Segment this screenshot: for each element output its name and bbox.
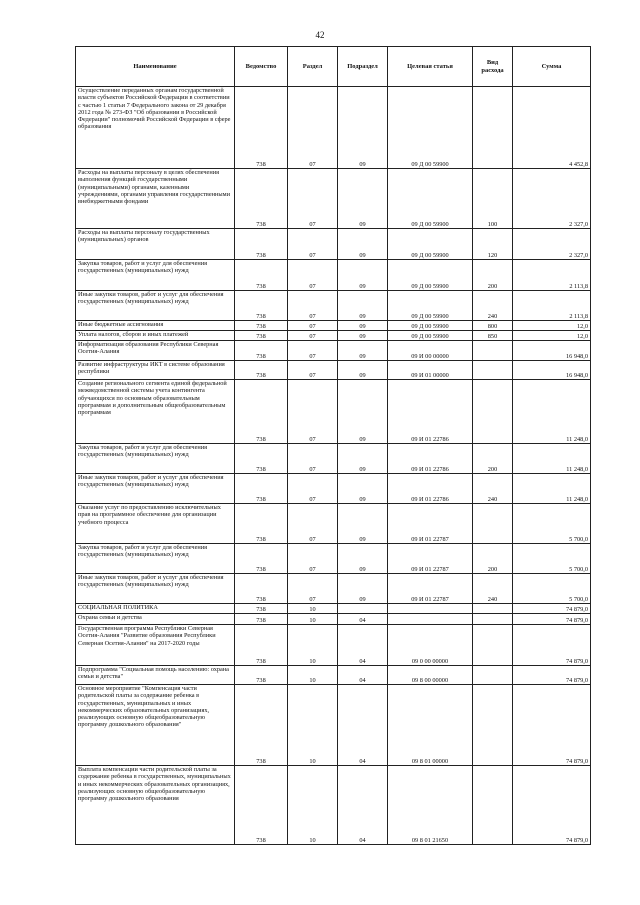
cell-sum: 74 879,0 [513,766,591,845]
table-header-row [76,47,591,87]
cell-cel: 09 И 01 22787 [388,544,473,574]
table-row [76,685,591,766]
cell-name: Иные бюджетные ассигнования [76,321,235,331]
cell-cel: 09 И 01 22786 [388,380,473,444]
cell-vid [473,341,513,361]
cell-name: Иные закупки товаров, работ и услуг для обеспечения государственных (муниципальных) нужд [76,291,235,321]
page-number: 42 [315,30,325,40]
cell-vid: 240 [473,574,513,604]
cell-ved: 738 [235,766,288,845]
cell-sum: 74 879,0 [513,685,591,766]
cell-razdel: 07 [288,260,338,291]
table-row [76,444,591,474]
cell-razdel: 07 [288,229,338,260]
cell-pod: 09 [338,574,388,604]
cell-vid: 200 [473,260,513,291]
table-row [76,766,591,845]
cell-sum: 5 700,0 [513,544,591,574]
cell-name: Расходы на выплаты персоналу в целях обеспечения выполнения функций государственными (муниципальными) органами, казенными учреждениями, органами управления государственными внебюджетными фондами [76,169,235,229]
cell-cel [388,614,473,625]
cell-razdel: 07 [288,474,338,504]
cell-vid: 200 [473,444,513,474]
cell-cel [388,604,473,614]
table-row [76,341,591,361]
cell-pod: 09 [338,444,388,474]
cell-pod: 09 [338,169,388,229]
cell-sum: 2 327,0 [513,229,591,260]
cell-razdel: 10 [288,766,338,845]
cell-ved: 738 [235,380,288,444]
cell-vid: 200 [473,544,513,574]
cell-pod: 09 [338,361,388,380]
cell-pod: 09 [338,331,388,341]
cell-razdel: 07 [288,361,338,380]
cell-name: Основное мероприятие "Компенсация части родительской платы за содержание ребенка в государственных, муниципальных и иных некоммерческих образовательных организациях, реализующих основную общеобразовательную программу дошкольного образования" [76,685,235,766]
cell-sum: 4 452,8 [513,87,591,169]
cell-sum: 74 879,0 [513,614,591,625]
cell-ved: 738 [235,331,288,341]
cell-razdel: 07 [288,444,338,474]
cell-pod: 09 [338,87,388,169]
cell-razdel: 10 [288,666,338,685]
header-razdel: Раздел [288,47,338,87]
cell-cel: 09 0 00 00000 [388,625,473,666]
table-row [76,614,591,625]
cell-vid [473,604,513,614]
cell-ved: 738 [235,504,288,544]
cell-cel: 09 И 00 00000 [388,341,473,361]
cell-pod: 09 [338,321,388,331]
cell-vid: 240 [473,474,513,504]
cell-name: Иные закупки товаров, работ и услуг для обеспечения государственных (муниципальных) нужд [76,474,235,504]
cell-name: Оказание услуг по предоставлению исключительных прав на программное обеспечение для организации учебного процесса [76,504,235,544]
cell-vid [473,380,513,444]
cell-sum: 2 113,8 [513,291,591,321]
table-row [76,474,591,504]
cell-name: Закупка товаров, работ и услуг для обеспечения государственных (муниципальных) нужд [76,544,235,574]
header-podrazdel: Подраздел [338,47,388,87]
cell-ved: 738 [235,321,288,331]
table-row [76,380,591,444]
cell-razdel: 07 [288,87,338,169]
cell-cel: 09 И 01 00000 [388,361,473,380]
cell-vid: 800 [473,321,513,331]
cell-name: Государственная программа Республики Северная Осетия-Алания "Развитие образования Республики Северная Осетия-Алания" на 2017-2020 годы [76,625,235,666]
header-cel: Целевая статья [388,47,473,87]
table-row [76,169,591,229]
cell-cel: 09 Д 00 59900 [388,331,473,341]
cell-vid: 240 [473,291,513,321]
cell-razdel: 07 [288,380,338,444]
cell-sum: 2 327,0 [513,169,591,229]
cell-pod: 04 [338,614,388,625]
cell-vid [473,87,513,169]
cell-cel: 09 И 01 22787 [388,504,473,544]
cell-pod: 09 [338,260,388,291]
cell-ved: 738 [235,666,288,685]
cell-name: СОЦИАЛЬНАЯ ПОЛИТИКА [76,604,235,614]
cell-ved: 738 [235,544,288,574]
cell-name: Иные закупки товаров, работ и услуг для обеспечения государственных (муниципальных) нужд [76,574,235,604]
cell-ved: 738 [235,444,288,474]
cell-vid [473,361,513,380]
cell-pod: 09 [338,504,388,544]
cell-ved: 738 [235,341,288,361]
cell-ved: 738 [235,685,288,766]
header-name: Наименование [76,47,235,87]
table-row [76,87,591,169]
cell-ved: 738 [235,474,288,504]
table-row [76,229,591,260]
cell-cel: 09 И 01 22786 [388,444,473,474]
cell-cel: 09 Д 00 59900 [388,321,473,331]
cell-cel: 09 Д 00 59900 [388,260,473,291]
cell-razdel: 07 [288,544,338,574]
cell-pod: 09 [338,341,388,361]
cell-pod: 09 [338,229,388,260]
cell-pod [338,604,388,614]
cell-ved: 738 [235,169,288,229]
cell-sum: 16 948,0 [513,341,591,361]
cell-cel: 09 И 01 22787 [388,574,473,604]
cell-sum: 11 248,0 [513,444,591,474]
cell-ved: 738 [235,614,288,625]
cell-vid [473,504,513,544]
cell-name: Подпрограмма "Социальная помощь населению: охрана семьи и детства" [76,666,235,685]
cell-pod: 04 [338,766,388,845]
cell-name: Создание регионального сегмента единой федеральной межведомственной системы учета контингента обучающихся по основным образовательным программам и дополнительным общеобразовательным программам [76,380,235,444]
cell-vid [473,666,513,685]
cell-vid [473,625,513,666]
cell-cel: 09 8 01 21650 [388,766,473,845]
cell-cel: 09 Д 00 59900 [388,169,473,229]
cell-sum: 11 248,0 [513,474,591,504]
cell-name: Закупка товаров, работ и услуг для обеспечения государственных (муниципальных) нужд [76,444,235,474]
cell-sum: 5 700,0 [513,574,591,604]
cell-pod: 09 [338,544,388,574]
table-row [76,361,591,380]
cell-razdel: 10 [288,614,338,625]
cell-vid [473,685,513,766]
cell-vid: 850 [473,331,513,341]
cell-pod: 04 [338,625,388,666]
header-summa: Сумма [513,47,591,87]
cell-razdel: 07 [288,341,338,361]
cell-name: Уплата налогов, сборов и иных платежей [76,331,235,341]
table-row [76,260,591,291]
cell-razdel: 07 [288,331,338,341]
cell-razdel: 10 [288,685,338,766]
cell-name: Развитие инфраструктуры ИКТ в системе образования республики [76,361,235,380]
cell-ved: 738 [235,87,288,169]
cell-cel: 09 Д 00 59900 [388,229,473,260]
cell-cel: 09 8 01 00000 [388,685,473,766]
table-row [76,321,591,331]
cell-pod: 09 [338,291,388,321]
cell-pod: 04 [338,685,388,766]
cell-ved: 738 [235,260,288,291]
cell-name: Осуществление переданных органам государственной власти субъектов Российской Федерации в соответствии с частью 1 статьи 7 Федерального закона от 29 декабря 2012 года № 273-ФЗ "Об образовании в Российской Федерации" полномочий Российской Федерации в сфере образования [76,87,235,169]
table-row [76,331,591,341]
table-row [76,666,591,685]
cell-ved: 738 [235,291,288,321]
cell-razdel: 07 [288,574,338,604]
table-row [76,544,591,574]
cell-ved: 738 [235,574,288,604]
table-row [76,291,591,321]
cell-pod: 09 [338,474,388,504]
cell-sum: 11 248,0 [513,380,591,444]
cell-ved: 738 [235,625,288,666]
cell-name: Закупка товаров, работ и услуг для обеспечения государственных (муниципальных) нужд [76,260,235,291]
cell-cel: 09 И 01 22786 [388,474,473,504]
cell-name: Информатизация образования Республики Северная Осетия-Алания [76,341,235,361]
cell-pod: 04 [338,666,388,685]
cell-vid: 100 [473,169,513,229]
cell-sum: 2 113,8 [513,260,591,291]
cell-pod: 09 [338,380,388,444]
header-vid: Вид расхода [473,47,513,87]
cell-sum: 74 879,0 [513,625,591,666]
cell-sum: 12,0 [513,331,591,341]
cell-vid [473,614,513,625]
table-row [76,604,591,614]
cell-razdel: 10 [288,625,338,666]
cell-vid: 120 [473,229,513,260]
cell-vid [473,766,513,845]
cell-sum: 74 879,0 [513,604,591,614]
cell-name: Выплата компенсации части родительской платы за содержание ребенка в государственных, муниципальных и иных некоммерческих образовательных организациях, реализующих основную общеобразовательную программу дошкольного образования [76,766,235,845]
cell-ved: 738 [235,229,288,260]
cell-sum: 5 700,0 [513,504,591,544]
cell-name: Охрана семьи и детства [76,614,235,625]
cell-ved: 738 [235,604,288,614]
cell-cel: 09 8 00 00000 [388,666,473,685]
cell-razdel: 07 [288,169,338,229]
cell-cel: 09 Д 00 59900 [388,87,473,169]
budget-table [75,46,591,845]
cell-razdel: 07 [288,321,338,331]
cell-razdel: 07 [288,291,338,321]
table-row [76,625,591,666]
table-row [76,574,591,604]
cell-ved: 738 [235,361,288,380]
cell-razdel: 07 [288,504,338,544]
cell-sum: 12,0 [513,321,591,331]
table-row [76,504,591,544]
cell-sum: 16 948,0 [513,361,591,380]
cell-razdel: 10 [288,604,338,614]
cell-cel: 09 Д 00 59900 [388,291,473,321]
cell-sum: 74 879,0 [513,666,591,685]
header-ved: Ведомство [235,47,288,87]
cell-name: Расходы на выплаты персоналу государственных (муниципальных) органов [76,229,235,260]
